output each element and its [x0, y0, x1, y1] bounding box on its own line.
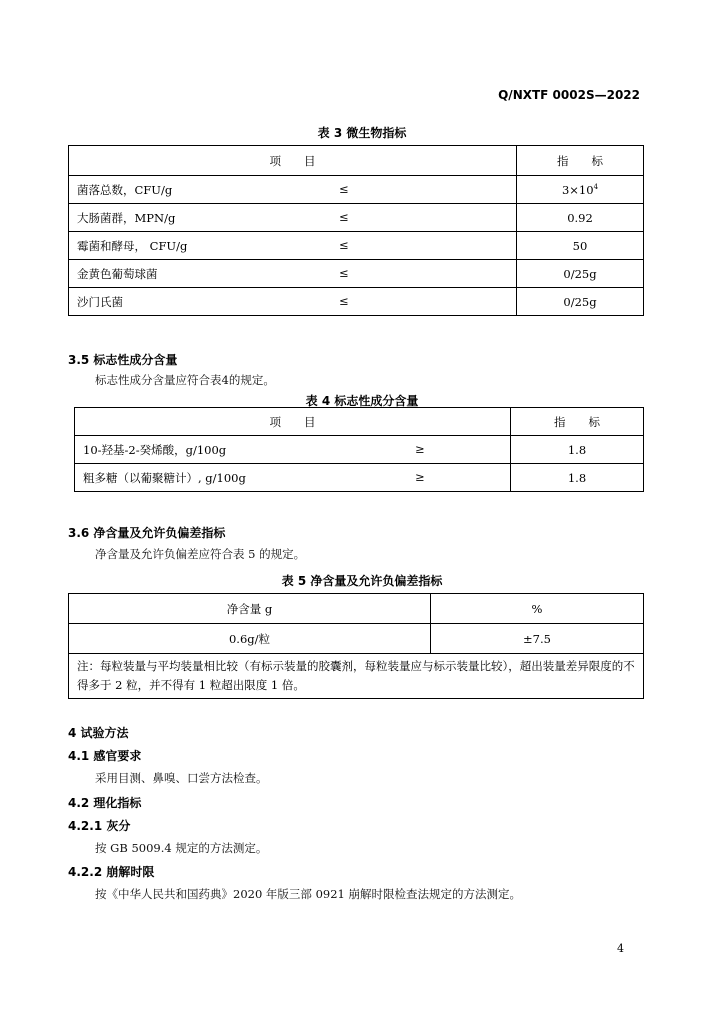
table3-caption: 表 3 微生物指标: [317, 126, 407, 140]
section-4-2-1-title: 4.2.1 灰分: [68, 819, 131, 833]
table5-note: 注：每粒装量与平均装量相比较（有标示装量的胶囊剂，每粒装量应与标示装量比较），超出装量差异限度的不得多于 2 粒，并不得有 1 粒超出限度 1 倍。: [69, 654, 644, 699]
table-row: [69, 260, 644, 288]
table5-col2: %: [431, 594, 644, 624]
section-3-6-text: 净含量及允许负偏差应符合表 5 的规定。: [95, 547, 306, 561]
table4-col-item: 项 目: [75, 408, 511, 436]
table4-op: ≥: [415, 469, 425, 484]
table3-op: ≤: [339, 237, 349, 252]
table4-caption: 表 4 标志性成分含量: [305, 394, 419, 408]
section-3-5-title: 3.5 标志性成分含量: [68, 353, 178, 367]
table3-item: 菌落总数，CFU/g: [77, 182, 173, 197]
table3-item: 霉菌和酵母， CFU/g: [77, 238, 188, 253]
table3-item: 大肠菌群，MPN/g: [77, 210, 176, 225]
table3-op: ≤: [339, 293, 349, 308]
section-4-2-2-text: 按《中华人民共和国药典》2020 年版三部 0921 崩解时限检查法规定的方法测定。: [95, 887, 521, 901]
table4-col-index: 指 标: [511, 408, 644, 436]
table-row: [75, 436, 644, 464]
section-4-2-2-title: 4.2.2 崩解时限: [68, 865, 155, 879]
table4: [74, 407, 644, 492]
table3-value: 50: [517, 232, 644, 260]
table-row: [69, 204, 644, 232]
table3-value: 3×10: [561, 182, 594, 197]
table4-item: 粗多糖（以葡聚糖计）, g/100g: [83, 470, 246, 485]
table3-value: 0.92: [517, 204, 644, 232]
table-row: [69, 176, 644, 204]
standard-code: Q/NXTF 0002S—2022: [498, 88, 640, 102]
section-3-5-text: 标志性成分含量应符合表4的规定。: [95, 373, 275, 387]
table-row: [69, 232, 644, 260]
table5-net-content: 0.6g/粒: [69, 624, 431, 654]
section-4-2-title: 4.2 理化指标: [68, 796, 142, 810]
table4-value: 1.8: [511, 436, 644, 464]
table4-item: 10-羟基-2-癸烯酸，g/100g: [83, 442, 227, 457]
table4-value: 1.8: [511, 464, 644, 492]
table3-col-item: 项 目: [69, 146, 517, 176]
table3: [68, 145, 644, 316]
table4-op: ≥: [415, 441, 425, 456]
section-4-title: 4 试验方法: [68, 726, 129, 740]
section-3-6-title: 3.6 净含量及允许负偏差指标: [68, 526, 226, 540]
table3-value: 0/25g: [517, 260, 644, 288]
table5: [68, 593, 644, 699]
table3-op: ≤: [339, 209, 349, 224]
table3-col-index: 指 标: [517, 146, 644, 176]
table5-col1: 净含量 g: [69, 594, 431, 624]
table3-op: ≤: [339, 265, 349, 280]
table-row: [69, 288, 644, 316]
table3-value: 0/25g: [517, 288, 644, 316]
table3-op: ≤: [339, 181, 349, 196]
section-4-1-text: 采用目测、鼻嗅、口尝方法检查。: [95, 771, 268, 785]
table-row: [69, 624, 644, 654]
table5-deviation: ±7.5: [431, 624, 644, 654]
table-row: [75, 464, 644, 492]
table3-exponent: 4: [593, 182, 599, 191]
table3-item: 沙门氏菌: [77, 294, 123, 309]
page-number: 4: [617, 942, 624, 955]
section-4-1-title: 4.1 感官要求: [68, 749, 142, 763]
table3-item: 金黄色葡萄球菌: [77, 266, 158, 281]
table5-caption: 表 5 净含量及允许负偏差指标: [281, 574, 443, 588]
section-4-2-1-text: 按 GB 5009.4 规定的方法测定。: [95, 841, 268, 855]
